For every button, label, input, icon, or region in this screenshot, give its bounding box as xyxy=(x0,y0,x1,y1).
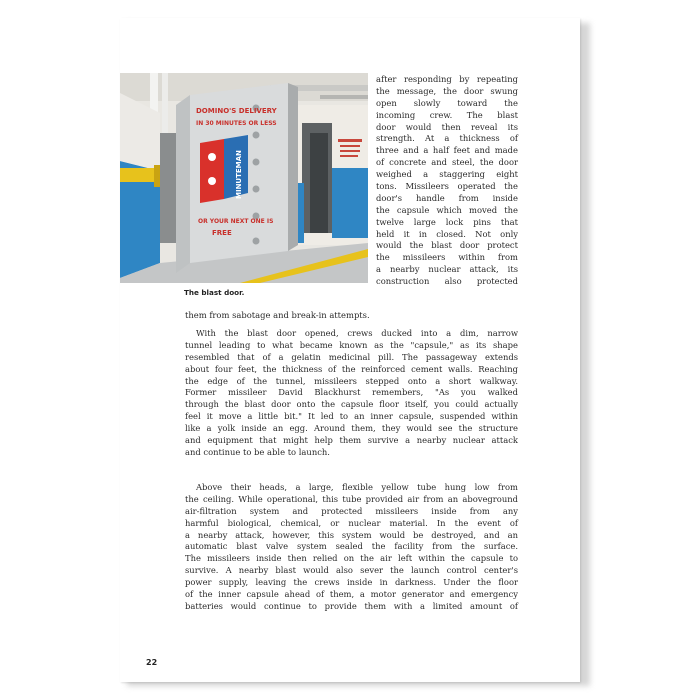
text-line: With the blast door opened, crews ducked into a dim, narrow xyxy=(196,328,518,338)
text-line: harmful biological, chemical, or nuclear material. In the event of xyxy=(185,517,518,528)
text-line: weighed a staggering eight xyxy=(376,169,518,180)
text-line: and equipment that might help them survive a nearby nuclear attack xyxy=(185,435,518,446)
photo-caption: The blast door. xyxy=(184,288,245,297)
text-line: door's handle from inside xyxy=(376,192,518,203)
paragraph-3 xyxy=(185,482,518,613)
text-line: held it in closed. Not only xyxy=(376,228,518,239)
text-line: feel it move a little bit." It led to an inner capsule, suspended within xyxy=(185,411,518,422)
text-line: through the blast door onto the capsule floor itself, you could actually xyxy=(185,399,518,410)
text-line: automatic blast valve system sealed the facility from the surface. xyxy=(185,541,518,552)
text-line: open slowly toward the xyxy=(376,97,518,108)
text-line: about four feet, the thickness of the reinforced cement walls. Reaching xyxy=(185,363,518,374)
text-line: incoming crew. The blast xyxy=(376,109,518,120)
door-text-line-2: IN 30 MINUTES OR LESS xyxy=(196,120,277,127)
text-line: air-filtration system and protected missileers inside from any xyxy=(185,505,518,516)
text-line: the missileers within from xyxy=(376,252,518,263)
text-line: of concrete and steel, the door xyxy=(376,157,518,168)
text-line: power supply, leaving the crews inside in darkness. Under the floor xyxy=(185,577,518,588)
text-line: would the blast door protect xyxy=(376,240,518,251)
text-line: door would then reveal its xyxy=(376,121,518,132)
paragraph-1-end xyxy=(185,310,518,322)
text-line: a nearby attack, however, this system would be destroyed, and an xyxy=(185,529,518,540)
door-text-line-5: FREE xyxy=(212,229,232,237)
door-text-line-1: DOMINO'S DELIVERY xyxy=(196,107,277,115)
text-line: batteries would continue to provide them with a limited amount of xyxy=(185,600,518,611)
text-line: like a yolk inside an egg. Around them, they would see the structure xyxy=(185,423,518,434)
text-line: twelve large lock pins that xyxy=(376,216,518,227)
page-number: 22 xyxy=(146,658,158,667)
text-line: them from sabotage and break-in attempts. xyxy=(185,310,370,320)
text-line: the capsule which moved the xyxy=(376,204,518,215)
text-line: survive. A nearby blast would also sever the launch control center's xyxy=(185,565,518,576)
door-text-line-3: MINUTEMAN xyxy=(235,150,243,199)
blast-door-photo xyxy=(120,73,368,283)
text-line: the ceiling. While operational, this tube provided air from an aboveground xyxy=(185,493,518,504)
text-line: tons. Missileers operated the xyxy=(376,181,518,192)
text-line: Former missileer David Blackhurst remembers, "As you walked xyxy=(185,387,518,398)
book-page xyxy=(120,18,580,682)
text-line: after responding by repeating xyxy=(376,74,518,84)
text-line: construction also protected xyxy=(376,276,518,287)
text-line: the message, the door swung xyxy=(376,85,518,96)
paragraph-1-column xyxy=(376,74,518,288)
text-line: tunnel leading to what became known as the "capsule," as its shape xyxy=(185,339,518,350)
text-line: the edge of the tunnel, missileers stepped onto a short walkway. xyxy=(185,375,518,386)
text-line: of the inner capsule ahead of them, a motor generator and emergency xyxy=(185,589,518,600)
text-line: three and a half feet and made xyxy=(376,145,518,156)
text-line: and continue to be able to launch. xyxy=(185,446,330,457)
text-line: Above their heads, a large, flexible yellow tube hung low from xyxy=(196,482,518,492)
paragraph-2 xyxy=(185,328,518,459)
text-line: resembled that of a gelatin medicinal pill. The passageway extends xyxy=(185,351,518,362)
text-line: strength. At a thickness of xyxy=(376,133,518,144)
door-text-line-4: OR YOUR NEXT ONE IS xyxy=(198,218,274,225)
text-line: a nearby nuclear attack, its xyxy=(376,264,518,275)
text-line: The missileers inside then relied on the air left within the capsule to xyxy=(185,553,518,564)
